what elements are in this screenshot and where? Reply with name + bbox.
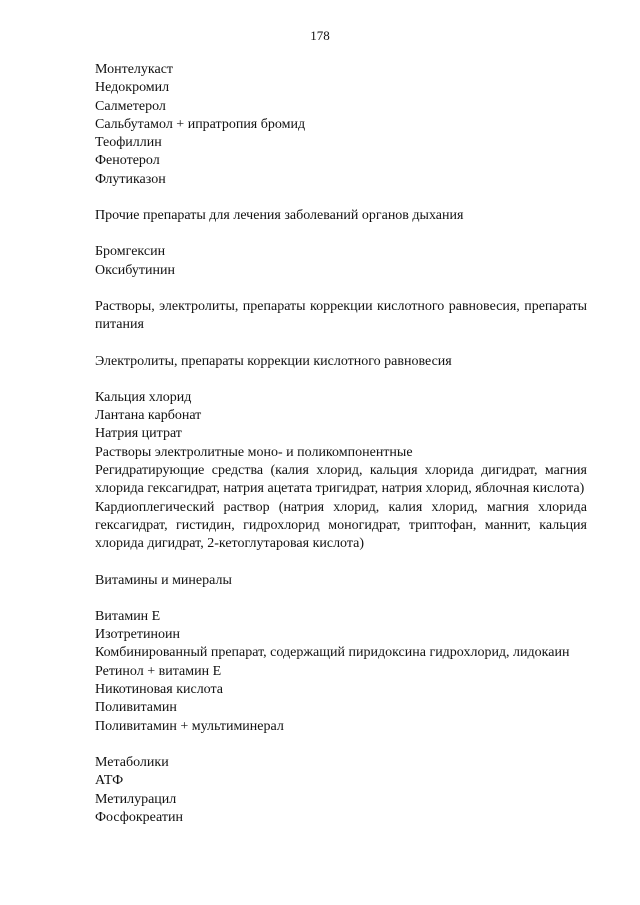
list-item: Витамин Е xyxy=(95,608,161,624)
document-body xyxy=(95,61,587,827)
list-item: Поливитамин xyxy=(95,700,177,716)
list-item: АТФ xyxy=(95,773,124,789)
list-item: Изотретиноин xyxy=(95,627,180,643)
section-heading: Электролиты, препараты коррекции кислотного равновесия xyxy=(95,353,452,369)
list-item: Поливитамин + мультиминерал xyxy=(95,718,284,734)
section-heading: Растворы, электролиты, препараты коррекции кислотного равновесия, препараты питания xyxy=(95,298,587,333)
section-heading: Метаболики xyxy=(95,754,169,770)
spacer xyxy=(95,590,587,608)
spacer xyxy=(95,225,587,243)
list-item: Натрия цитрат xyxy=(95,426,182,442)
list-item: Теофиллин xyxy=(95,135,162,151)
page-number: 178 xyxy=(310,28,330,43)
list-item: Растворы электролитные моно- и поликомпонентные xyxy=(95,444,413,460)
list-item: Сальбутамол + ипратропия бромид xyxy=(95,116,306,132)
section-heading: Витамины и минералы xyxy=(95,572,232,588)
list-item: Флутиказон xyxy=(95,171,166,187)
spacer xyxy=(95,736,587,754)
spacer xyxy=(95,280,587,298)
list-item: Монтелукаст xyxy=(95,62,174,77)
list-item: Регидратирующие средства (калия хлорид, кальция хлорида дигидрат, магния хлорида гексагидрат, натрия ацетата тригидрат, натрия хлорид, яблочная кислота) xyxy=(95,463,587,497)
list-item: Оксибутинин xyxy=(95,262,175,278)
section-heading: Прочие препараты для лечения заболеваний органов дыхания xyxy=(95,208,464,224)
list-item: Никотиновая кислота xyxy=(95,682,224,698)
list-item: Недокромил xyxy=(95,80,170,96)
spacer xyxy=(95,554,587,572)
list-item: Комбинированный препарат, содержащий пиридоксина гидрохлорид, лидокаин xyxy=(95,645,570,661)
list-item: Бромгексин xyxy=(95,244,166,260)
list-item: Фенотерол xyxy=(95,153,160,169)
spacer xyxy=(95,189,587,207)
list-item: Фосфокреатин xyxy=(95,809,184,825)
list-item: Кардиоплегический раствор (натрия хлорид, калия хлорид, магния хлорида гексагидрат, гистидин, гидрохлорид моногидрат, триптофан, маннит, кальция хлорида дигидрат, 2-кетоглутаровая кислота) xyxy=(95,499,587,552)
spacer xyxy=(95,335,587,353)
list-item: Ретинол + витамин Е xyxy=(95,663,222,679)
list-item: Кальция хлорид xyxy=(95,389,192,405)
list-item: Салметерол xyxy=(95,98,166,114)
list-item: Метилурацил xyxy=(95,791,177,807)
spacer xyxy=(95,371,587,389)
list-item: Лантана карбонат xyxy=(95,408,202,424)
